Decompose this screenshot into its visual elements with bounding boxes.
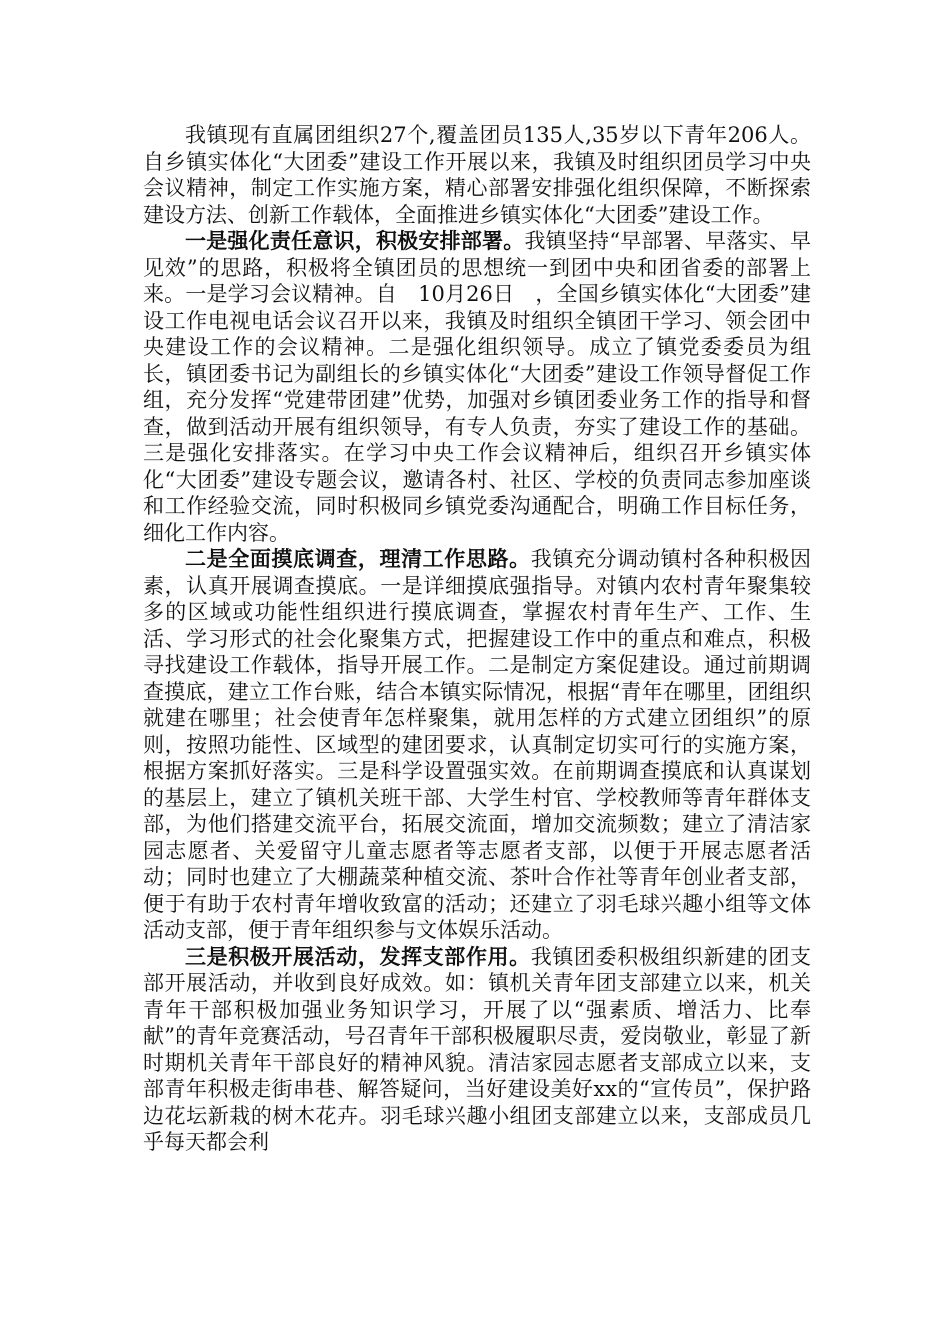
section-one-body: 我镇坚持“早部署、早落实、早见效”的思路，积极将全镇团员的思想统一到团中央和团省委的部署上来。一是学习会议精神。自 10月26日 ，全国乡镇实体化“大团委”建设工作电视电话会议召开以来，我镇及时组织全镇团干学习、领会团中央建设工作的会议精神。二是强化组织领导。成立了镇党委委员为组长，镇团委书记为副组长的乡镇实体化“大团委”建设工作领导督促工作组，充分发挥“党建带团建”优势，加强对乡镇团委业务工作的指导和督查，做到活动开展有组织领导，有专人负责，夯实了建设工作的基础。三是强化安排落实。在学习中央工作会议精神后，组织召开乡镇实体化“大团委”建设专题会议，邀请各村、社区、学校的负责同志参加座谈和工作经验交流，同时积极同乡镇党委沟通配合，明确工作目标任务，细化工作内容。 [143,229,811,545]
section-two-heading: 二是全面摸底调查，理清工作思路。 [185,546,531,571]
section-two-body: 我镇充分调动镇村各种积极因素，认真开展调查摸底。一是详细摸底强指导。对镇内农村青年聚集较多的区域或功能性组织进行摸底调查，掌握农村青年生产、工作、生活、学习形式的社会化聚集方式，把握建设工作中的重点和难点，积极寻找建设工作载体，指导开展工作。二是制定方案促建设。通过前期调查摸底，建立工作台账，结合本镇实际情况，根据“青年在哪里，团组织就建在哪里；社会使青年怎样聚集，就用怎样的方式建立团组织”的原则，按照功能性、区域型的建团要求，认真制定切实可行的实施方案，根据方案抓好落实。三是科学设置强实效。在前期调查摸底和认真谋划的基层上，建立了镇机关班干部、大学生村官、学校教师等青年群体支部，为他们搭建交流平台，拓展交流面，增加交流频数；建立了清洁家园志愿者、关爱留守儿童志愿者等志愿者支部，以便于开展志愿者活动；同时也建立了大棚蔬菜种植交流、茶叶合作社等青年创业者支部，便于有助于农村青年增收致富的活动；还建立了羽毛球兴趣小组等文体活动支部，便于青年组织参与文体娱乐活动。 [143,547,812,942]
section-two-paragraph [143,546,811,944]
intro-paragraph [143,122,811,228]
section-three-heading: 三是积极开展活动，发挥支部作用。 [185,943,531,969]
intro-text: 我镇现有直属团组织27个,覆盖团员135人,35岁以下青年206人。自乡镇实体化“大团委”建设工作开展以来，我镇及时组织团员学习中央会议精神，制定工作实施方案，精心部署安排强化组织保障，不断探索建设方法、创新工作载体，全面推进乡镇实体化“大团委”建设工作。 [143,123,811,227]
section-three-body: 我镇团委积极组织新建的团支部开展活动，并收到良好成效。如：镇机关青年团支部建立以来，机关青年干部积极加强业务知识学习，开展了以“强素质、增活力、比奉献”的青年竞赛活动，号召青年干部积极履职尽责，爱岗敬业，彰显了新时期机关青年干部良好的精神风貌。清洁家园志愿者支部成立以来，支部青年积极走街串巷、解答疑问，当好建设美好xx的“宣传员”，保护路边花坛新栽的树木花卉。羽毛球兴趣小组团支部建立以来，支部成员几乎每天都会利 [143,944,812,1154]
section-one-heading: 一是强化责任意识，积极安排部署。 [185,228,525,253]
document-page [143,122,811,1156]
section-three-paragraph [143,944,811,1156]
section-one-paragraph [143,228,811,546]
